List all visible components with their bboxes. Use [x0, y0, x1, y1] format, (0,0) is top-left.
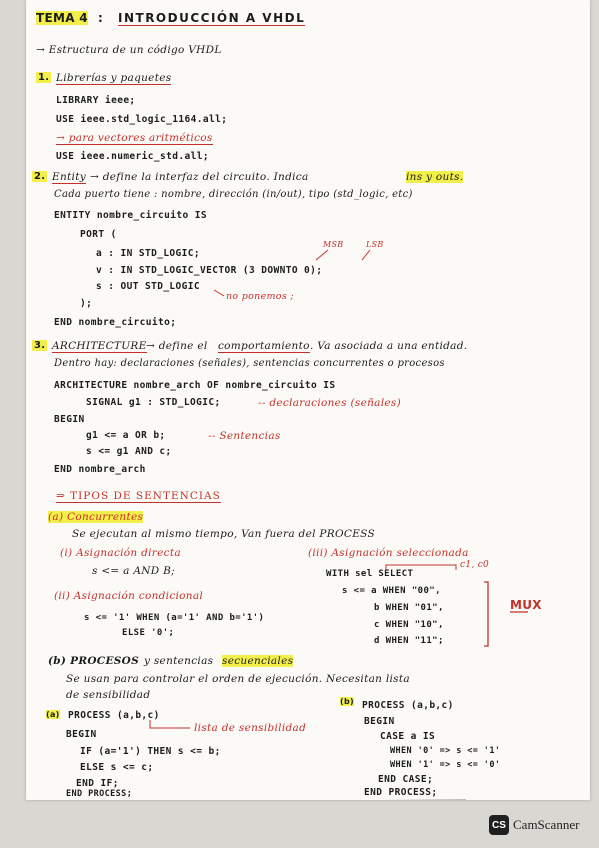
code-begin: BEGIN	[54, 414, 85, 425]
section-2-ins-outs: ins y outs.	[406, 171, 464, 183]
code-s-assign: s <= g1 AND c;	[86, 446, 172, 457]
proceso-a-if: IF (a='1') THEN s <= b;	[80, 746, 221, 757]
proceso-b-process: PROCESS (a,b,c)	[362, 700, 454, 711]
section-3-number: 3.	[34, 340, 46, 351]
note-c1-c0: c1, c0	[460, 560, 490, 570]
estructura-line: → Estructura de un código VHDL	[36, 44, 222, 56]
code-port-s: s : OUT STD_LOGIC	[96, 281, 201, 292]
note-vectores: → para vectores aritméticos	[56, 132, 213, 144]
asig-directa-code: s <= a AND B;	[92, 565, 175, 577]
code-port-close: );	[80, 298, 93, 309]
camscanner-watermark	[489, 815, 579, 835]
code-when-11: d WHEN "11";	[374, 636, 444, 646]
section-3-architecture: ARCHITECTURE	[52, 340, 147, 352]
code-entity: ENTITY nombre_circuito IS	[54, 210, 207, 221]
code-when-10: c WHEN "10",	[374, 620, 444, 630]
note-lista-sensibilidad: lista de sensibilidad	[194, 722, 307, 734]
code-library: LIBRARY ieee;	[56, 95, 136, 106]
proceso-b-when-1: WHEN '1' => s <= '0'	[390, 760, 501, 770]
proceso-a-end-process: END PROCESS;	[66, 789, 133, 799]
tipos-heading: ⇒ TIPOS DE SENTENCIAS	[56, 490, 221, 502]
code-end-arch: END nombre_arch	[54, 464, 146, 475]
mux-label: MUX	[510, 598, 542, 612]
asig-seleccionada-label: (iii) Asignación seleccionada	[308, 547, 469, 559]
concurrentes-desc: Se ejecutan al mismo tiempo, Van fuera del PROCESS	[72, 528, 375, 540]
proceso-a-end-if: END IF;	[76, 778, 119, 789]
section-1-heading: Librerías y paquetes	[56, 72, 172, 84]
asig-condicional-code-2: ELSE '0';	[122, 628, 175, 638]
note-sentencias: -- Sentencias	[208, 430, 281, 442]
section-2-entity: Entity	[52, 171, 86, 183]
section-3-desc: Dentro hay: declaraciones (señales), sentencias concurrentes o procesos	[54, 358, 445, 369]
camscanner-brand: CamScanner	[513, 817, 580, 832]
section-3-comportamiento: comportamiento	[218, 340, 310, 352]
proceso-a-begin: BEGIN	[66, 729, 97, 740]
code-when-01: b WHEN "01",	[374, 603, 444, 613]
section-3-heading-b: → define el	[146, 340, 208, 352]
proceso-a-process: PROCESS (a,b,c)	[68, 710, 160, 721]
tema-label: TEMA 4	[36, 11, 88, 25]
code-port-v: v : IN STD_LOGIC_VECTOR (3 DOWNTO 0);	[96, 265, 323, 276]
proceso-b-begin: BEGIN	[364, 716, 395, 727]
procesos-desc-2: de sensibilidad	[66, 689, 151, 701]
code-use-numeric: USE ieee.numeric_std.all;	[56, 151, 209, 162]
section-2-desc: Cada puerto tiene : nombre, dirección (in/out), tipo (std_logic, etc)	[54, 189, 413, 200]
note-lsb: LSB	[366, 240, 384, 249]
code-port: PORT (	[80, 229, 117, 240]
concurrentes-label: (a) Concurrentes	[48, 511, 144, 523]
proceso-b-end-case: END CASE;	[378, 774, 434, 785]
page-title: INTRODUCCIÓN A VHDL	[118, 11, 306, 25]
proceso-a-label: (a)	[46, 710, 60, 719]
code-signal: SIGNAL g1 : STD_LOGIC;	[86, 397, 221, 408]
code-port-a: a : IN STD_LOGIC;	[96, 248, 201, 259]
procesos-desc-1: Se usan para controlar el orden de ejecución. Necesitan lista	[66, 673, 410, 685]
proceso-b-label: (b)	[340, 697, 354, 706]
asig-condicional-code-1: s <= '1' WHEN (a='1' AND b='1')	[84, 613, 265, 623]
proceso-b-case: CASE a IS	[380, 731, 436, 742]
section-2-number: 2.	[34, 171, 46, 182]
code-use-1164: USE ieee.std_logic_1164.all;	[56, 114, 228, 125]
proceso-b-when-0: WHEN '0' => s <= '1'	[390, 746, 501, 756]
procesos-y-sentencias: y sentencias	[144, 655, 214, 667]
note-msb: MSB	[323, 240, 344, 249]
procesos-secuenciales: secuenciales	[222, 655, 294, 667]
asig-directa-label: (i) Asignación directa	[60, 547, 181, 559]
code-with-sel: WITH sel SELECT	[326, 569, 414, 579]
section-3-heading-d: . Va asociada a una entidad.	[310, 340, 468, 352]
title-colon: :	[98, 11, 104, 25]
annotation-strokes	[26, 0, 590, 800]
code-g1-assign: g1 <= a OR b;	[86, 430, 166, 441]
asig-condicional-label: (ii) Asignación condicional	[54, 590, 204, 602]
proceso-a-else: ELSE s <= c;	[80, 762, 154, 773]
notebook-page	[26, 0, 590, 800]
code-end-entity: END nombre_circuito;	[54, 317, 177, 328]
section-2-heading: → define la interfaz del circuito. Indica	[90, 171, 309, 183]
code-when-00: s <= a WHEN "00",	[342, 586, 441, 596]
procesos-label: (b) PROCESOS	[48, 655, 139, 667]
note-declaraciones: -- declaraciones (señales)	[258, 397, 401, 409]
code-architecture: ARCHITECTURE nombre_arch OF nombre_circuito IS	[54, 380, 336, 391]
camscanner-logo-icon: CS	[489, 815, 509, 835]
note-no-ponemos: no ponemos ;	[226, 291, 294, 302]
section-1-number: 1.	[38, 72, 50, 83]
proceso-b-end-process: END PROCESS;	[364, 787, 438, 798]
